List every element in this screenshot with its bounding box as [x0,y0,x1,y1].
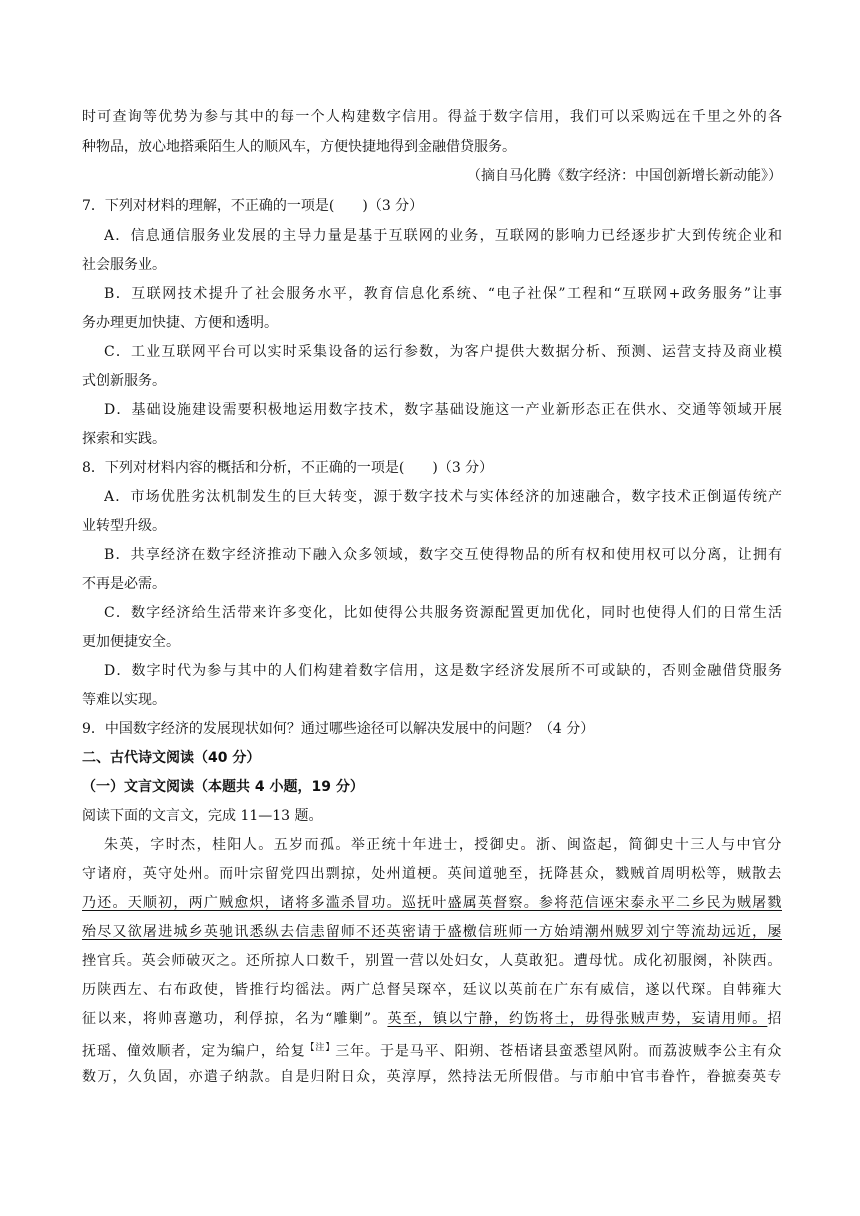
classical-line-1: 朱英，字时杰，桂阳人。五岁而孤。举正统十年进士，授御史。浙、闽盗起，简御史十三人与中官分 [104,837,782,853]
classical-line-7 [82,1009,782,1029]
q8-option-d: D．数字时代为参与其中的人们构建着数字信用，这是数字经济发展所不可或缺的，否则金融借贷服务 [104,663,782,679]
classical-text: 挫官兵。英会师破灭之。还所掠人口数千，别置一营以处妇女，人莫敢犯。遭母忧。成化初 [82,953,678,969]
classical-text: 招 [767,1011,782,1027]
classical-text: 法。两广总督吴琛卒，廷议以英前在广东有威信，遂以代琛。自韩雍大 [310,982,782,998]
classical-line-2: 守诸府，英守处州。而叶宗留党四出剽掠，处州道梗。英间道驰至，抚降甚众，戮贼首周明松等，贼散去 [82,866,782,882]
dotted-word-junyao: 均徭 [280,982,311,998]
section-heading: 二、古代诗文阅读（40 分） [82,750,261,766]
q8-option-c: C．数字经济给生活带来许多变化，比如使得公共服务资源配置更加优化，同时也使得人们的日常生活 [104,605,782,621]
q7-option-d-cont: 探索和实践。 [82,431,166,447]
reading-instruction: 阅读下面的文言文，完成 11—13 题。 [82,808,323,824]
classical-text: 抚瑶、僮效顺者，定为编户，给复 [82,1043,306,1060]
q7-option-a-cont: 社会服务业。 [82,257,166,273]
q8-option-b-cont: 不再是必需。 [82,576,166,592]
classical-text: 征以来，将帅喜邀功，利俘掠，名为“雕剿”。 [82,1011,388,1027]
classical-text: 三年。于是马平、阳朔、苍梧诸县蛮悉望风附。而荔波贼李公主有众 [335,1043,782,1060]
q7-option-c-cont: 式创新服务。 [82,373,166,389]
classical-line-5 [82,951,782,971]
q7-option-b-cont: 务办理更加快捷、方便和透明。 [82,315,278,331]
classical-line-8 [82,1038,782,1062]
footnote-marker: 【注】 [305,1043,336,1053]
subsection-heading: （一）文言文阅读（本题共 4 小题，19 分） [82,779,364,795]
passage-line-1: 时可查询等优势为参与其中的每一个人构建数字信用。得益于数字信用，我们可以采购远在千里之外的各 [82,109,782,125]
passage-line-2: 种物品，放心地搭乘陌生人的顺风车，方便快捷地得到金融借贷服务。 [82,139,516,155]
underlined-sentence-start: 乃还。天顺初，两广贼愈炽，诸将多滥杀冒功。巡抚叶盛属英督察。参将范信诬宋泰永平二乡民为贼屠戮 [82,895,782,911]
q8-option-a-cont: 业转型升级。 [82,518,166,534]
passage-source: （摘自马化腾《数字经济：中国创新增长新动能》） [467,168,782,184]
classical-text: ，补陕西。 [707,953,782,969]
q7-option-b: B．互联网技术提升了社会服务水平，教育信息化系统、“电子社保”工程和“互联网+政务服务”让事 [104,286,782,302]
classical-line-9: 数万，久负固，亦遣子纳款。自是归附日众，英淳厚，然持法无所假借。与市舶中官韦眷忤，眷摭奏英专 [82,1069,782,1085]
q8-option-a: A．市场优胜劣汰机制发生的巨大转变，源于数字技术与实体经济的加速融合，数字技术正倒逼传统产 [104,489,782,505]
q7-option-d: D．基础设施建设需要积极地运用数字技术，数字基础设施这一产业新形态正在供水、交通等领域开展 [104,402,782,418]
q8-option-d-cont: 等难以实现。 [82,692,166,708]
classical-text: 历陕西左、右布政使，皆推行 [82,982,280,998]
classical-line-4 [82,922,782,942]
q8-option-c-cont: 更加便捷安全。 [82,634,180,650]
underlined-sentence-translation: 英至，镇以宁静，约饬将士，毋得张贼声势，妄请用师。 [387,1011,768,1027]
underlined-sentence-cont: 殆尽又欲屠进城乡英驰讯悉纵去信恚留师不还英密请于盛檄信班师一方始靖潮州贼罗刘宁等流劫远近，屡 [82,924,782,940]
q7-option-a: A．信息通信服务业发展的主导力量是基于互联网的业务，互联网的影响力已经逐步扩大到传统企业和 [104,228,782,244]
q8-option-b: B．共享经济在数字经济推动下融入众多领域，数字交互使得物品的所有权和使用权可以分离，让拥有 [104,547,782,563]
question-8-stem: 8．下列对材料内容的概括和分析，不正确的一项是( )（3 分） [82,460,494,476]
dotted-word-fuque: 服阕 [678,953,708,969]
question-9-stem: 9．中国数字经济的发展现状如何？通过哪些途径可以解决发展中的问题？（4 分） [82,721,595,737]
classical-line-6 [82,980,782,1000]
classical-line-3 [82,893,782,913]
question-7-stem: 7．下列对材料的理解，不正确的一项是( )（3 分） [82,198,424,214]
q7-option-c: C．工业互联网平台可以实时采集设备的运行参数，为客户提供大数据分析、预测、运营支持及商业模 [104,344,782,360]
